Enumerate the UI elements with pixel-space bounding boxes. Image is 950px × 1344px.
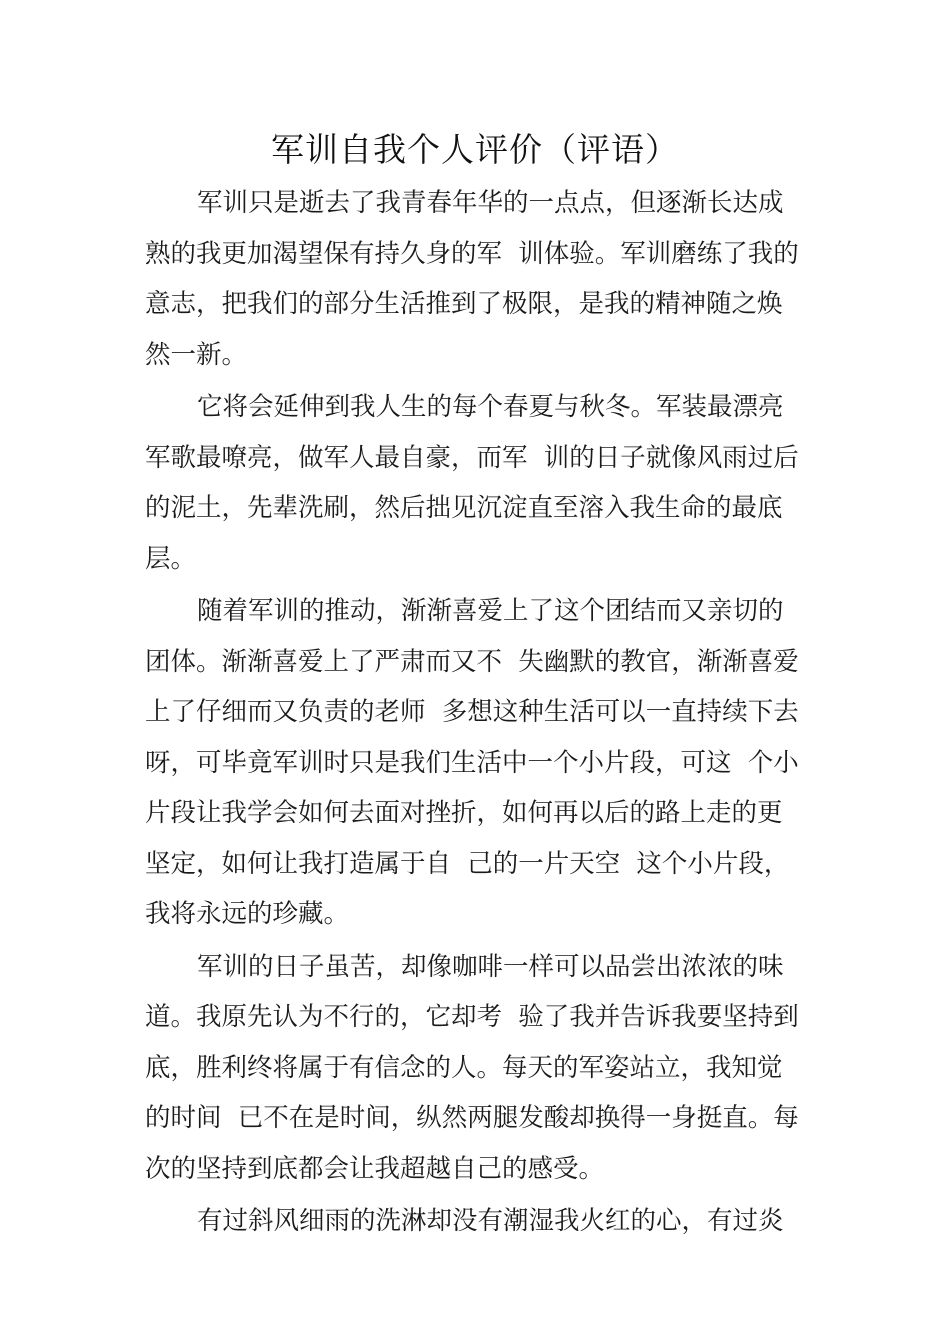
paragraph-3-line-5: 片段让我学会如何去面对挫折，如何再以后的路上走的更 — [145, 798, 783, 828]
paragraph-4-line-3: 底，胜利终将属于有信念的人。每天的军姿站立，我知觉 — [145, 1052, 783, 1083]
paragraph-4-line-5: 次的坚持到底都会让我超越自己的感受。 — [145, 1153, 605, 1184]
paragraph-2-line-3: 的泥土，先辈洗刷，然后拙见沉淀直至溶入我生命的最底 — [145, 493, 783, 523]
paragraph-3-line-1: 随着军训的推动，渐渐喜爱上了这个团结而又亲切的 — [197, 596, 784, 626]
paragraph-4-line-2: 道。我原先认为不行的，它却考 验了我并告诉我要坚持到 — [145, 1002, 799, 1032]
document-body — [145, 178, 807, 1247]
paragraph-4-line-1: 军训的日子虽苦，却像咖啡一样可以品尝出浓浓的味 — [197, 951, 784, 982]
paragraph-3-line-2: 团体。渐渐喜爱上了严肃而又不 失幽默的教官，渐渐喜爱 — [145, 646, 799, 677]
paragraph-4-line-4: 的时间 已不在是时间，纵然两腿发酸却换得一身挺直。每 — [145, 1103, 799, 1133]
document-title: 军训自我个人评价（评语） — [271, 130, 679, 169]
paragraph-2-line-2: 军歌最嘹亮，做军人最自豪，而军 训的日子就像风雨过后 — [145, 442, 799, 473]
paragraph-2-line-1: 它将会延伸到我人生的每个春夏与秋冬。军装最漂亮 — [197, 392, 784, 422]
paragraph-1-line-1: 军训只是逝去了我青春年华的一点点，但逐渐长达成 — [197, 188, 784, 218]
paragraph-1-line-4: 然一新。 — [145, 339, 248, 370]
paragraph-2-line-4: 层。 — [145, 543, 197, 574]
paragraph-1-line-3: 意志，把我们的部分生活推到了极限，是我的精神随之焕 — [145, 289, 783, 319]
paragraph-3-line-4: 呀，可毕竟军训时只是我们生活中一个小片段，可这 个小 — [145, 747, 799, 778]
paragraph-3-line-6: 坚定，如何让我打造属于自 己的一片天空 这个小片段， — [145, 848, 790, 879]
paragraph-3-line-3: 上了仔细而又负责的老师 多想这种生活可以一直持续下去 — [145, 697, 799, 727]
paragraph-3-line-7: 我将永远的珍藏。 — [145, 899, 350, 929]
paragraph-1-line-2: 熟的我更加渴望保有持久身的军 训体验。军训磨练了我的 — [145, 238, 799, 269]
paragraph-5-line-1: 有过斜风细雨的洗淋却没有潮湿我火红的心，有过炎 — [197, 1206, 784, 1236]
